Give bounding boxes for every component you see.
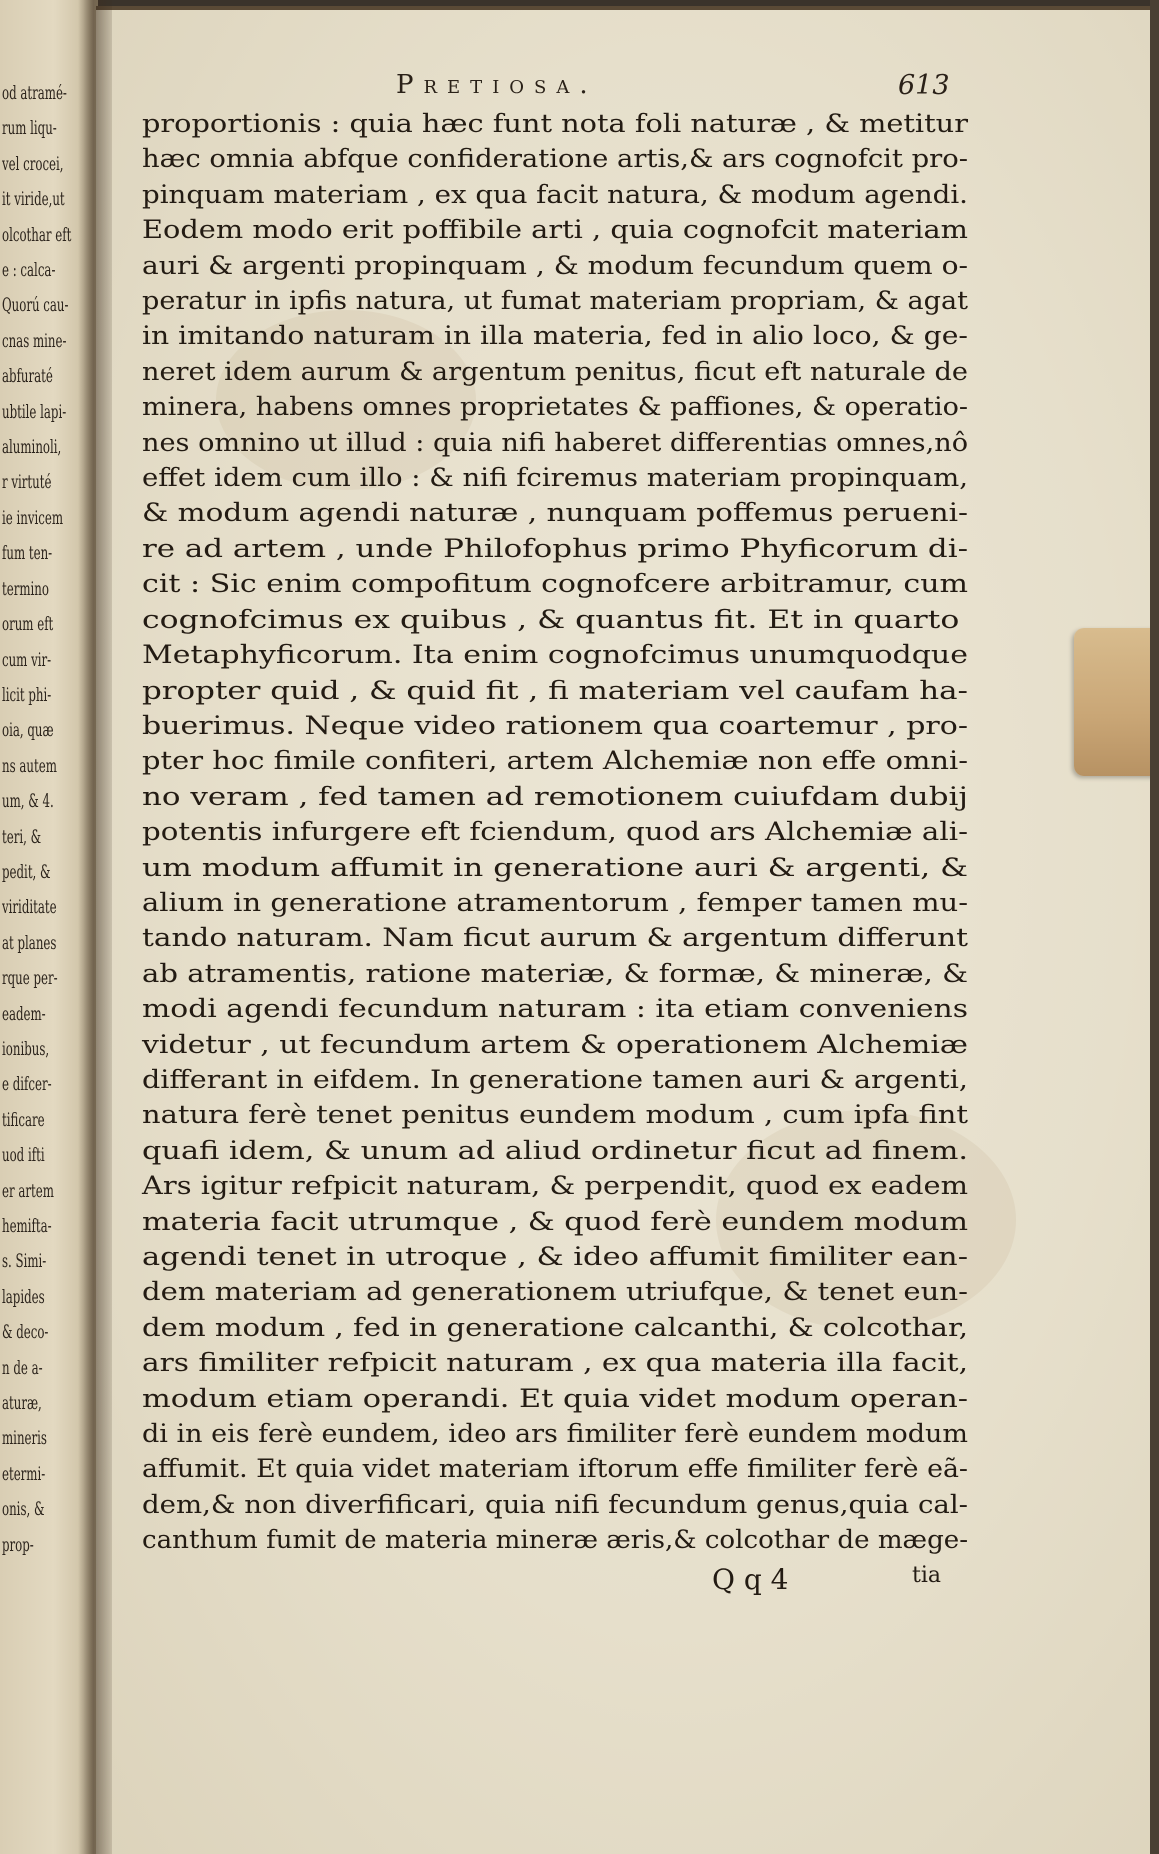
left-page-fragment: hemifta- [2,1215,52,1237]
text-line [142,283,972,318]
text-line-content: materia facit utrumque , & quod ferè eundem modum [142,1206,969,1236]
text-line-content: in imitando naturam in illa materia, fed in alio loco, & ge- [142,321,968,351]
page-footer [96,1563,1154,1603]
left-page-fragment: aluminoli, [2,436,62,459]
left-page-fragment: viriditate [2,896,57,919]
text-line-content: differant in eifdem. In generatione tamen auri & argenti, [142,1064,968,1094]
page-edge-right [1150,0,1159,1854]
left-page-fragment: e : calca- [2,259,56,282]
text-line-content: hæc omnia abfque confideratione artis,& ars cognofcit pro- [142,144,969,174]
text-line-content: peratur in ipfis natura, ut fumat materiam propriam, & agat [142,286,968,316]
text-line [142,354,972,389]
left-page-fragment: & deco- [2,1321,49,1344]
left-page-fragment: aturæ, [2,1392,42,1415]
text-line [142,1168,972,1203]
left-page-fragment: eadem- [2,1002,46,1025]
text-line-content: dem materiam ad generationem utriufque, & tenet eun- [142,1277,968,1307]
text-line [142,531,972,566]
text-line [142,1097,972,1132]
left-page-fragment: er artem [2,1179,54,1202]
left-page-fragment: Quorú cau- [2,294,69,317]
text-line-content: alium in generatione atramentorum , femper tamen mu- [142,887,969,917]
text-line [142,1062,972,1097]
text-line [142,1381,972,1416]
left-page-fragment: abfuraté [2,365,53,388]
left-page-fragment: ionibus, [2,1037,50,1060]
left-page-fragment: mineris [2,1427,47,1450]
bookmark-tab [1074,628,1159,776]
left-page-fragment: it viride,ut [2,188,65,211]
text-line [142,1522,972,1557]
left-page-fragment: vel crocei, [2,152,64,175]
text-line-content: canthum fumit de materia mineræ æris,& colcothar de mæge- [142,1525,969,1555]
gutter-shadow [78,0,112,1854]
left-page-fragment: od atramé- [2,82,67,104]
text-line [142,141,972,176]
text-line-content: no veram , fed tamen ad remotionem cuiufdam dubij [142,781,968,811]
left-page-fragment: orum eft [2,613,54,636]
text-line-content: ars fimiliter refpicit naturam , ex qua materia illa facit, [142,1348,968,1378]
text-line-content: minera, habens omnes proprietates & paffiones, & operatio- [142,392,968,422]
text-line-content: modi agendi fecundum naturam : ita etiam conveniens [142,994,969,1024]
text-line-content: pter hoc fimile confiteri, artem Alchemiæ non effe omni- [142,746,969,776]
text-line [142,602,972,637]
text-line-content: cognofcimus ex quibus , & quantus fit. Et in quarto [142,604,960,634]
page-number: 613 [898,70,950,101]
text-line [142,1345,972,1380]
left-page-fragment: tificare [2,1108,45,1131]
text-line-content: nes omnino ut illud : quia nifi haberet differentias omnes,nô [142,427,969,457]
text-line-content: Ars igitur refpicit naturam, & perpendit, quod ex eadem [142,1171,969,1201]
text-line [142,425,972,460]
left-page-fragment: termino [2,577,49,600]
text-line-content: propter quid , & quid fit , fi materiam vel caufam ha- [142,675,968,705]
text-line [142,1274,972,1309]
text-line-content: affumit. Et quia videt materiam iftorum effe fimiliter ferè eã- [142,1454,969,1484]
left-page-fragment: lapides [2,1285,45,1308]
text-line-content: ab atramentis, ratione materiæ, & formæ, & mineræ, & [142,958,968,988]
text-line [142,920,972,955]
body-text [142,106,972,1558]
left-page-fragment: ie invicem [2,506,64,529]
running-head: Pretiosa. [396,70,598,100]
catchword: tia [912,1563,941,1588]
left-page-fragment: e difcer- [2,1073,52,1096]
text-line [142,743,972,778]
text-line-content: pinquam materiam , ex qua facit natura, & modum agendi. [142,179,968,209]
text-line [142,248,972,283]
text-line-content: natura ferè tenet penitus eundem modum , cum ipfa fint [142,1100,969,1130]
text-line-content: neret idem aurum & argentum penitus, ficut eft naturale de [142,356,968,386]
left-page-fragment: cum vir- [2,648,52,671]
left-page-fragment: teri, & [2,825,42,848]
text-line [142,1416,972,1451]
text-line-content: quafi idem, & unum ad aliud ordinetur ficut ad finem. [142,1135,969,1165]
left-page-fragment: cnas mine- [2,329,67,352]
text-line-content: dem modum , fed in generatione calcanthi, & colcothar, [142,1312,968,1342]
text-line [142,673,972,708]
left-page-fragment: fum ten- [2,542,53,565]
text-line [142,1239,972,1274]
text-line [142,318,972,353]
text-line-content: agendi tenet in utroque , & ideo affumit fimiliter ean- [142,1242,969,1271]
text-line-content: potentis infurgere eft fciendum, quod ars Alchemiæ ali- [142,817,968,847]
text-line-content: di in eis ferè eundem, ideo ars fimiliter ferè eundem modum [142,1419,968,1449]
text-line-content: um modum affumit in generatione auri & argenti, & [142,852,968,882]
left-page-fragment: oia, quæ [2,719,54,742]
text-line-content: & modum agendi naturæ , nunquam poffemus perueni- [142,498,969,528]
left-page-fragment: r virtuté [2,471,52,494]
text-line-content: tando naturam. Nam ficut aurum & argentum differunt [142,923,969,953]
left-page-fragment: rque per- [2,967,58,990]
left-page-fragment: pedit, & [2,860,51,883]
text-line-content: effet idem cum illo : & nifi fciremus materiam propinquam, [142,463,969,493]
text-line-content: auri & argenti propinquam , & modum fecundum quem o- [142,250,968,280]
left-page-fragment: ubtile lapi- [2,400,67,423]
page-header [96,66,1154,106]
text-line [142,460,972,495]
text-line [142,1451,972,1486]
text-line [142,389,972,424]
text-line [142,495,972,530]
text-line-content: buerimus. Neque video rationem qua coartemur , pro- [142,710,968,740]
left-page-fragment: licit phi- [2,683,52,706]
text-line [142,106,972,141]
text-line [142,885,972,920]
left-page-fragment: at planes [2,931,57,954]
text-line [142,1204,972,1239]
text-line-content: Metaphyficorum. Ita enim cognofcimus unumquodque [142,640,969,670]
text-line-content: videtur , ut fecundum artem & operationem Alchemiæ [142,1029,969,1059]
left-page-fragment: s. Simi- [2,1250,47,1273]
left-page-fragment: onis, & [2,1498,45,1521]
signature-mark: Q q 4 [712,1563,789,1596]
text-line [142,956,972,991]
left-page-fragment: olcothar eft [2,223,72,246]
text-line [142,212,972,247]
text-line [142,850,972,885]
text-line [142,177,972,212]
right-page [96,6,1154,1854]
left-page-fragment: rum liqu- [2,117,57,140]
text-line-content: cit : Sic enim compofitum cognofcere arbitramur, cum [142,569,969,599]
text-line [142,814,972,849]
text-line [142,1310,972,1345]
text-line [142,1487,972,1522]
text-line [142,566,972,601]
text-line-content: proportionis : quia hæc funt nota foli naturæ , & metitur [142,109,968,138]
text-line [142,1133,972,1168]
left-page-fragment: uod ifti [2,1144,45,1167]
text-line [142,991,972,1026]
left-page-fragment: um, & 4. [2,790,54,813]
text-line-content: Eodem modo erit poffibile arti , quia cognofcit materiam [142,215,968,245]
text-line [142,637,972,672]
text-line [142,1027,972,1062]
text-line-content: dem,& non diverfificari, quia nifi fecundum genus,quia cal- [142,1489,968,1519]
left-page-fragment: prop- [2,1533,34,1556]
left-page-fragment: etermi- [2,1462,46,1485]
left-page-fragment: n de a- [2,1356,43,1379]
left-page-fragment: ns autem [2,754,57,777]
text-line-content: modum etiam operandi. Et quia videt modum operan- [142,1383,969,1413]
text-line [142,708,972,743]
text-line [142,779,972,814]
text-line-content: re ad artem , unde Philofophus primo Phyficorum di- [142,533,969,563]
